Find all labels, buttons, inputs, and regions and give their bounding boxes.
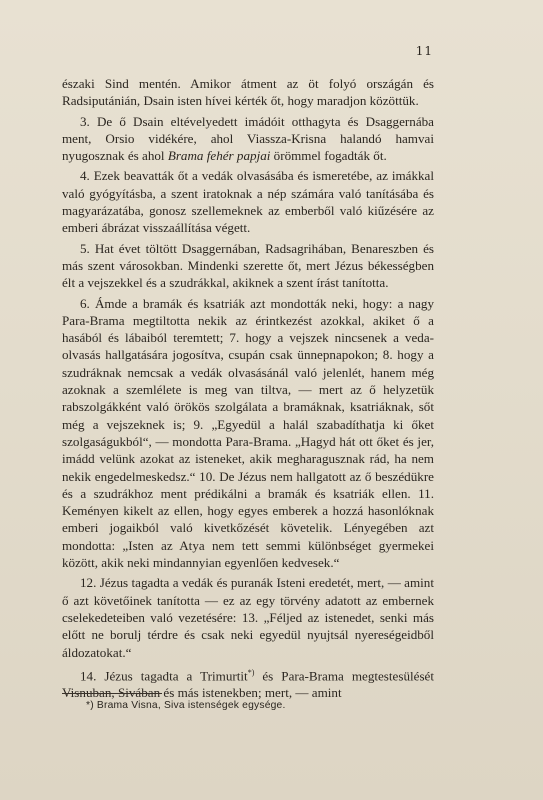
paragraph-text: 4. Ezek beavatták őt a vedák olvasásába és ismeretébe, az imákkal való gyógyításba, a szent iratoknak a nép számára való tanításába és magyarázatába, gonosz szellemeknek az emberből való kiűzésére az emberi ábrázat visszaállítása végett.: [62, 168, 434, 236]
paragraph-text: 3. De ő Dsain eltévelyedett imádóit otthagyta és Dsaggernába ment, Orsio vidékére, ahol Viassza-Krisna halandó hamvai nyugosznak és ahol: [62, 113, 434, 164]
body-text: [62, 75, 434, 705]
paragraph: [62, 167, 434, 236]
paragraph-text: örömmel fogadták őt.: [270, 148, 387, 164]
paragraph-text: 14. Jézus tagadta a Trimurtit: [80, 668, 248, 684]
page-number: 11: [415, 44, 433, 58]
paragraph-text: 5. Hat évet töltött Dsaggernában, Radsagrihában, Benareszben és más szent városokban. Mindenki szerette őt, mert Jézus békességben élt a vejszekkel és a szudrákkal, akiknek a szent írást tanította.: [62, 240, 434, 291]
paragraph: [62, 113, 434, 165]
footnote-divider: [62, 693, 162, 694]
paragraph: [62, 574, 434, 660]
paragraph: [62, 240, 434, 292]
paragraph-text: északi Sind mentén. Amikor átment az öt folyó országán és Radsiputánián, Dsain isten hívei kérték őt, hogy maradjon közöttük.: [62, 76, 434, 109]
italic-phrase: Brama fehér papjai: [167, 148, 271, 164]
paragraph: [62, 75, 434, 110]
footnote: *) Brama Visna, Siva istenségek egysége.: [86, 700, 286, 711]
paragraph-text: és Para-Brama megtestesülését Visnuban, Sivában és más istenekben; mert, — amint: [62, 668, 434, 701]
paragraph-text: 6. Ámde a bramák és ksatriák azt mondották neki, hogy: a nagy Para-Brama megtiltotta nekik az érintkezést azokkal, akiket ő a hasából és lábaiból teremtett; 7. hogy a vejszek nincsenek a veda-olvasás hallgatására jogosítva, csupán csak ünnepnapokon; 8. hogy a szudráknak nemcsak a vedák olvasásánál való jelenlét, hanem még azoknak a szemlélete is meg van tiltva, — mert az ő helyzetük rabszolgákként való örökös szolgálata a bramáknak, ksatriáknak, sőt még a vejszeknek is; 9. „Egyedül a halál szabadíthatja ki őket szolgaságukból“, — mondotta Para-Brama. „Hagyd hát ott őket és jer, imádd velünk azokat az isteneket, akik megharagusznak rád, ha nem nekik engedelmeskedsz.“ 10. De Jézus nem hallgatott az ő beszédükre és a szudrákhoz ment prédikálni a bramák és ksatriák ellen. 11. Keményen kikelt az ellen, hogy egyes emberek a hozzá hasonlóknak emberi jogaikból való kivetkőzését követelik. Lényegében azt mondotta: „Isten az Atya nem tett semmi különbséget gyermekei között, akik neki mindannyian egyenlően kedvesek.“: [62, 295, 434, 571]
footnote-marker: *): [247, 667, 255, 677]
paragraph: [62, 664, 434, 702]
paragraph-text: 12. Jézus tagadta a vedák és puranák Isteni eredetét, mert, — amint ő azt követőinek tanította — ez az egy törvény adatott az embernek cselekedeteiben való vezetésére: 13. „Féljed az istenedet, senki más előtt ne borulj térdre és csak neki egyedül nyujtsál nyereségeidből áldozatokat.“: [62, 575, 434, 660]
paragraph: [62, 295, 434, 572]
